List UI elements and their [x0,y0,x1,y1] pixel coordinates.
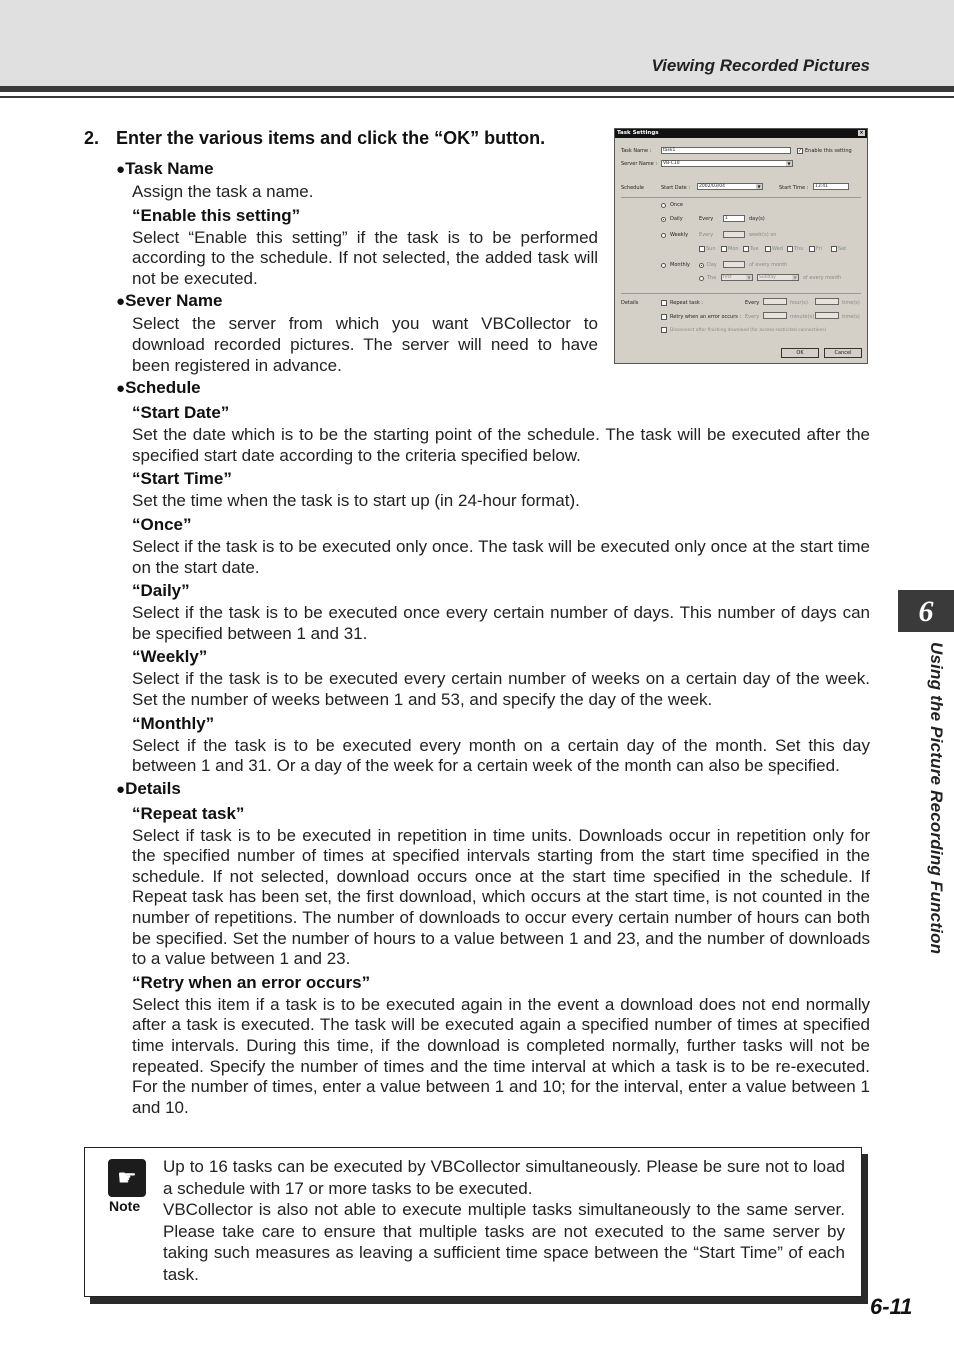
monthly-text: Select if the task is to be executed every month on a certain day of the month. Set this day between 1 and 31. Or a day of the week for a certain week of the month can also be specified. [132,735,870,776]
page-number: 6-11 [870,1294,913,1319]
dialog-details-label: Details [621,300,639,306]
dialog-retry-every: Every [745,314,760,320]
dialog-monthly-every: of every month [749,262,788,268]
section-heading-task-name [116,158,870,181]
dialog-ok-button[interactable]: OK [781,348,819,358]
section-heading-text: Task Name [125,159,214,178]
retry-text: Select this item if a task is to be executed again in the event a download does not end normally after a task is executed. The task will be executed again a specified number of times at specified time intervals. During this time, if the download is completed normally, further tasks will not be repeated. Specify the number of times and the time interval at which a task is to be re-executed. For the number of times, enter a value between 1 and 10; for the interval, enter a value between 1 and 10. [132,994,870,1117]
dialog-daily-unit: day(s) [749,216,765,222]
chevron-down-icon: ▼ [747,275,751,280]
dialog-retry-label: Retry when an error occurs : [670,314,742,320]
dialog-daily-every: Every [699,216,714,222]
dialog-cancel-button[interactable]: Cancel [824,348,862,358]
note-label: Note [109,1198,141,1214]
dialog-weekly-every: Every [699,232,714,238]
dialog-start-time-label: Start Time : [779,185,809,191]
bullet-icon: ● [116,380,126,398]
dialog-repeat-every: Every [745,300,760,306]
start-time-title: “Start Time” [132,469,232,489]
header-rule-thin [0,96,954,98]
running-header: Viewing Recorded Pictures [651,56,870,75]
header-rule-thick [0,86,954,92]
dialog-titlebar [615,129,867,138]
dialog-day-label: Mon [728,246,739,252]
pointing-hand-icon: ☛ [108,1159,146,1197]
dialog-monthly-the-label: The [707,275,717,281]
dialog-retry-unit-1: minute(s) [790,314,815,320]
note-box [84,1147,862,1297]
dialog-repeat-unit-1: hour(s) [790,300,808,306]
daily-text: Select if the task is to be executed once every certain number of days. This number of days can be specified between 1 and 31. [132,603,870,643]
dialog-enable-label: Enable this setting [805,148,852,154]
note-text [163,1156,845,1286]
retry-title: “Retry when an error occurs” [132,972,371,992]
weekly-title: “Weekly” [132,647,208,667]
dialog-day-label: Sat [838,246,847,252]
chevron-down-icon: ▼ [793,275,797,280]
dialog-retry-unit-2: time(s) [842,314,860,320]
section-heading-text: Schedule [125,378,201,398]
once-title: “Once” [132,514,192,534]
dialog-task-name-input[interactable]: task1 [661,147,791,154]
repeat-task-text: Select if task is to be executed in repetition in time units. Downloads occur in repetition only for the specified number of times at specified intervals starting from the start time specified in the schedule. If not selected, download occurs once at the start time specified in the schedule. If Repeat task has been set, the first download, which occurs at the start time, is not counted in the number of repetitions. The number of downloads to occur every certain number of hours can both be specified. Set the number of hours to a value between 1 and 23, and the number of downloads to a value between 1 and 23. [132,825,870,969]
daily-title: “Daily” [132,581,190,601]
chevron-down-icon: ▼ [787,161,791,166]
enable-setting-title: “Enable this setting” [132,205,301,225]
dialog-once-label: Once [670,202,683,208]
chevron-down-icon: ▼ [757,184,761,189]
section-heading-text: Sever Name [125,291,223,311]
dialog-daily-stepper[interactable]: 1 [723,215,745,222]
dialog-repeat-unit-2: time(s) [842,300,860,306]
dialog-monthly-every-2: of every month [803,275,842,281]
section-heading-server-name [116,290,870,313]
dialog-day-label: Thu [794,246,804,252]
dialog-enable-checkbox[interactable]: ✓ [798,148,803,154]
repeat-task-title: “Repeat task” [132,803,245,823]
dialog-disconnect-label: Disconnect after finishing download (for access-restricted connections) [670,328,827,333]
dialog-day-label: Tue [750,246,759,252]
enable-setting-text: Select “Enable this setting” if the task is to be performed according to the schedule. If not selected, the added task will not be executed. [132,227,598,288]
dialog-monthly-day-label: Day [707,262,717,268]
dialog-server-name-label: Server Name : [621,161,658,167]
weekly-text: Select if the task is to be executed every certain number of weeks on a certain day of the week. Set the number of weeks between 1 and 53, and specify the day of the week. [132,669,870,709]
dialog-day-label: Sun [706,246,716,252]
dialog-repeat-label: Repeat task : [670,300,703,306]
dialog-title: Task Settings [617,130,659,136]
dialog-monthly-weekday-value: Sunday [759,275,776,280]
once-text: Select if the task is to be executed only once. The task will be executed only once at the start time on the start date. [132,536,870,577]
start-time-text: Set the time when the task is to start up (in 24-hour format). [132,491,580,511]
dialog-start-date-label: Start Date : [661,185,691,191]
task-name-text: Assign the task a name. [132,182,314,201]
dialog-server-name-value: VB-C10 [663,161,680,166]
dialog-schedule-label: Schedule [621,185,644,191]
dialog-start-date-value: 2002/03/04 [699,184,725,189]
section-heading-text: Details [125,778,181,798]
step-content [116,158,870,1119]
start-date-title: “Start Date” [132,403,230,423]
section-heading-schedule [116,377,870,400]
chapter-tab: 6 [898,590,954,632]
chapter-title: Using the Picture Recording Function [927,642,946,955]
dialog-start-time-input[interactable]: 13:41 [813,183,849,190]
bullet-icon: ● [116,780,126,798]
dialog-day-label: Wed [772,246,783,252]
step-heading [84,128,545,149]
step-text: Enter the various items and click the “OK” button. [116,128,546,148]
note-paragraph: Up to 16 tasks can be executed by VBCollector simultaneously. Please be sure not to load a schedule with 17 or more tasks to be executed. [163,1157,845,1198]
bullet-icon: ● [116,161,126,178]
note-paragraph: VBCollector is also not able to execute multiple tasks simultaneously to the same server. Please take care to ensure that multiple tasks are not executed to the same server by taking such measures as leaving a sufficient time space between the “Start Time” of each task. [163,1200,845,1284]
dialog-monthly-week-value: first [723,275,732,280]
dialog-weekly-unit: week(s) on [749,232,777,238]
dialog-task-name-label: Task Name : [621,148,652,154]
close-icon[interactable]: × [859,130,864,136]
start-date-text: Set the date which is to be the starting point of the schedule. The task will be executed after the specified start date according to the criteria specified below. [132,425,870,465]
dialog-day-label: Fri [816,246,822,252]
step-number: 2. [84,128,100,148]
server-name-text: Select the server from which you want VBCollector to download recorded pictures. The server will need to have been registered in advance. [132,314,598,375]
dialog-daily-label: Daily [670,216,683,222]
bullet-icon: ● [116,293,126,311]
section-heading-details [116,778,870,801]
dialog-weekly-label: Weekly [670,232,689,238]
dialog-monthly-label: Monthly [670,262,691,268]
monthly-title: “Monthly” [132,713,215,733]
